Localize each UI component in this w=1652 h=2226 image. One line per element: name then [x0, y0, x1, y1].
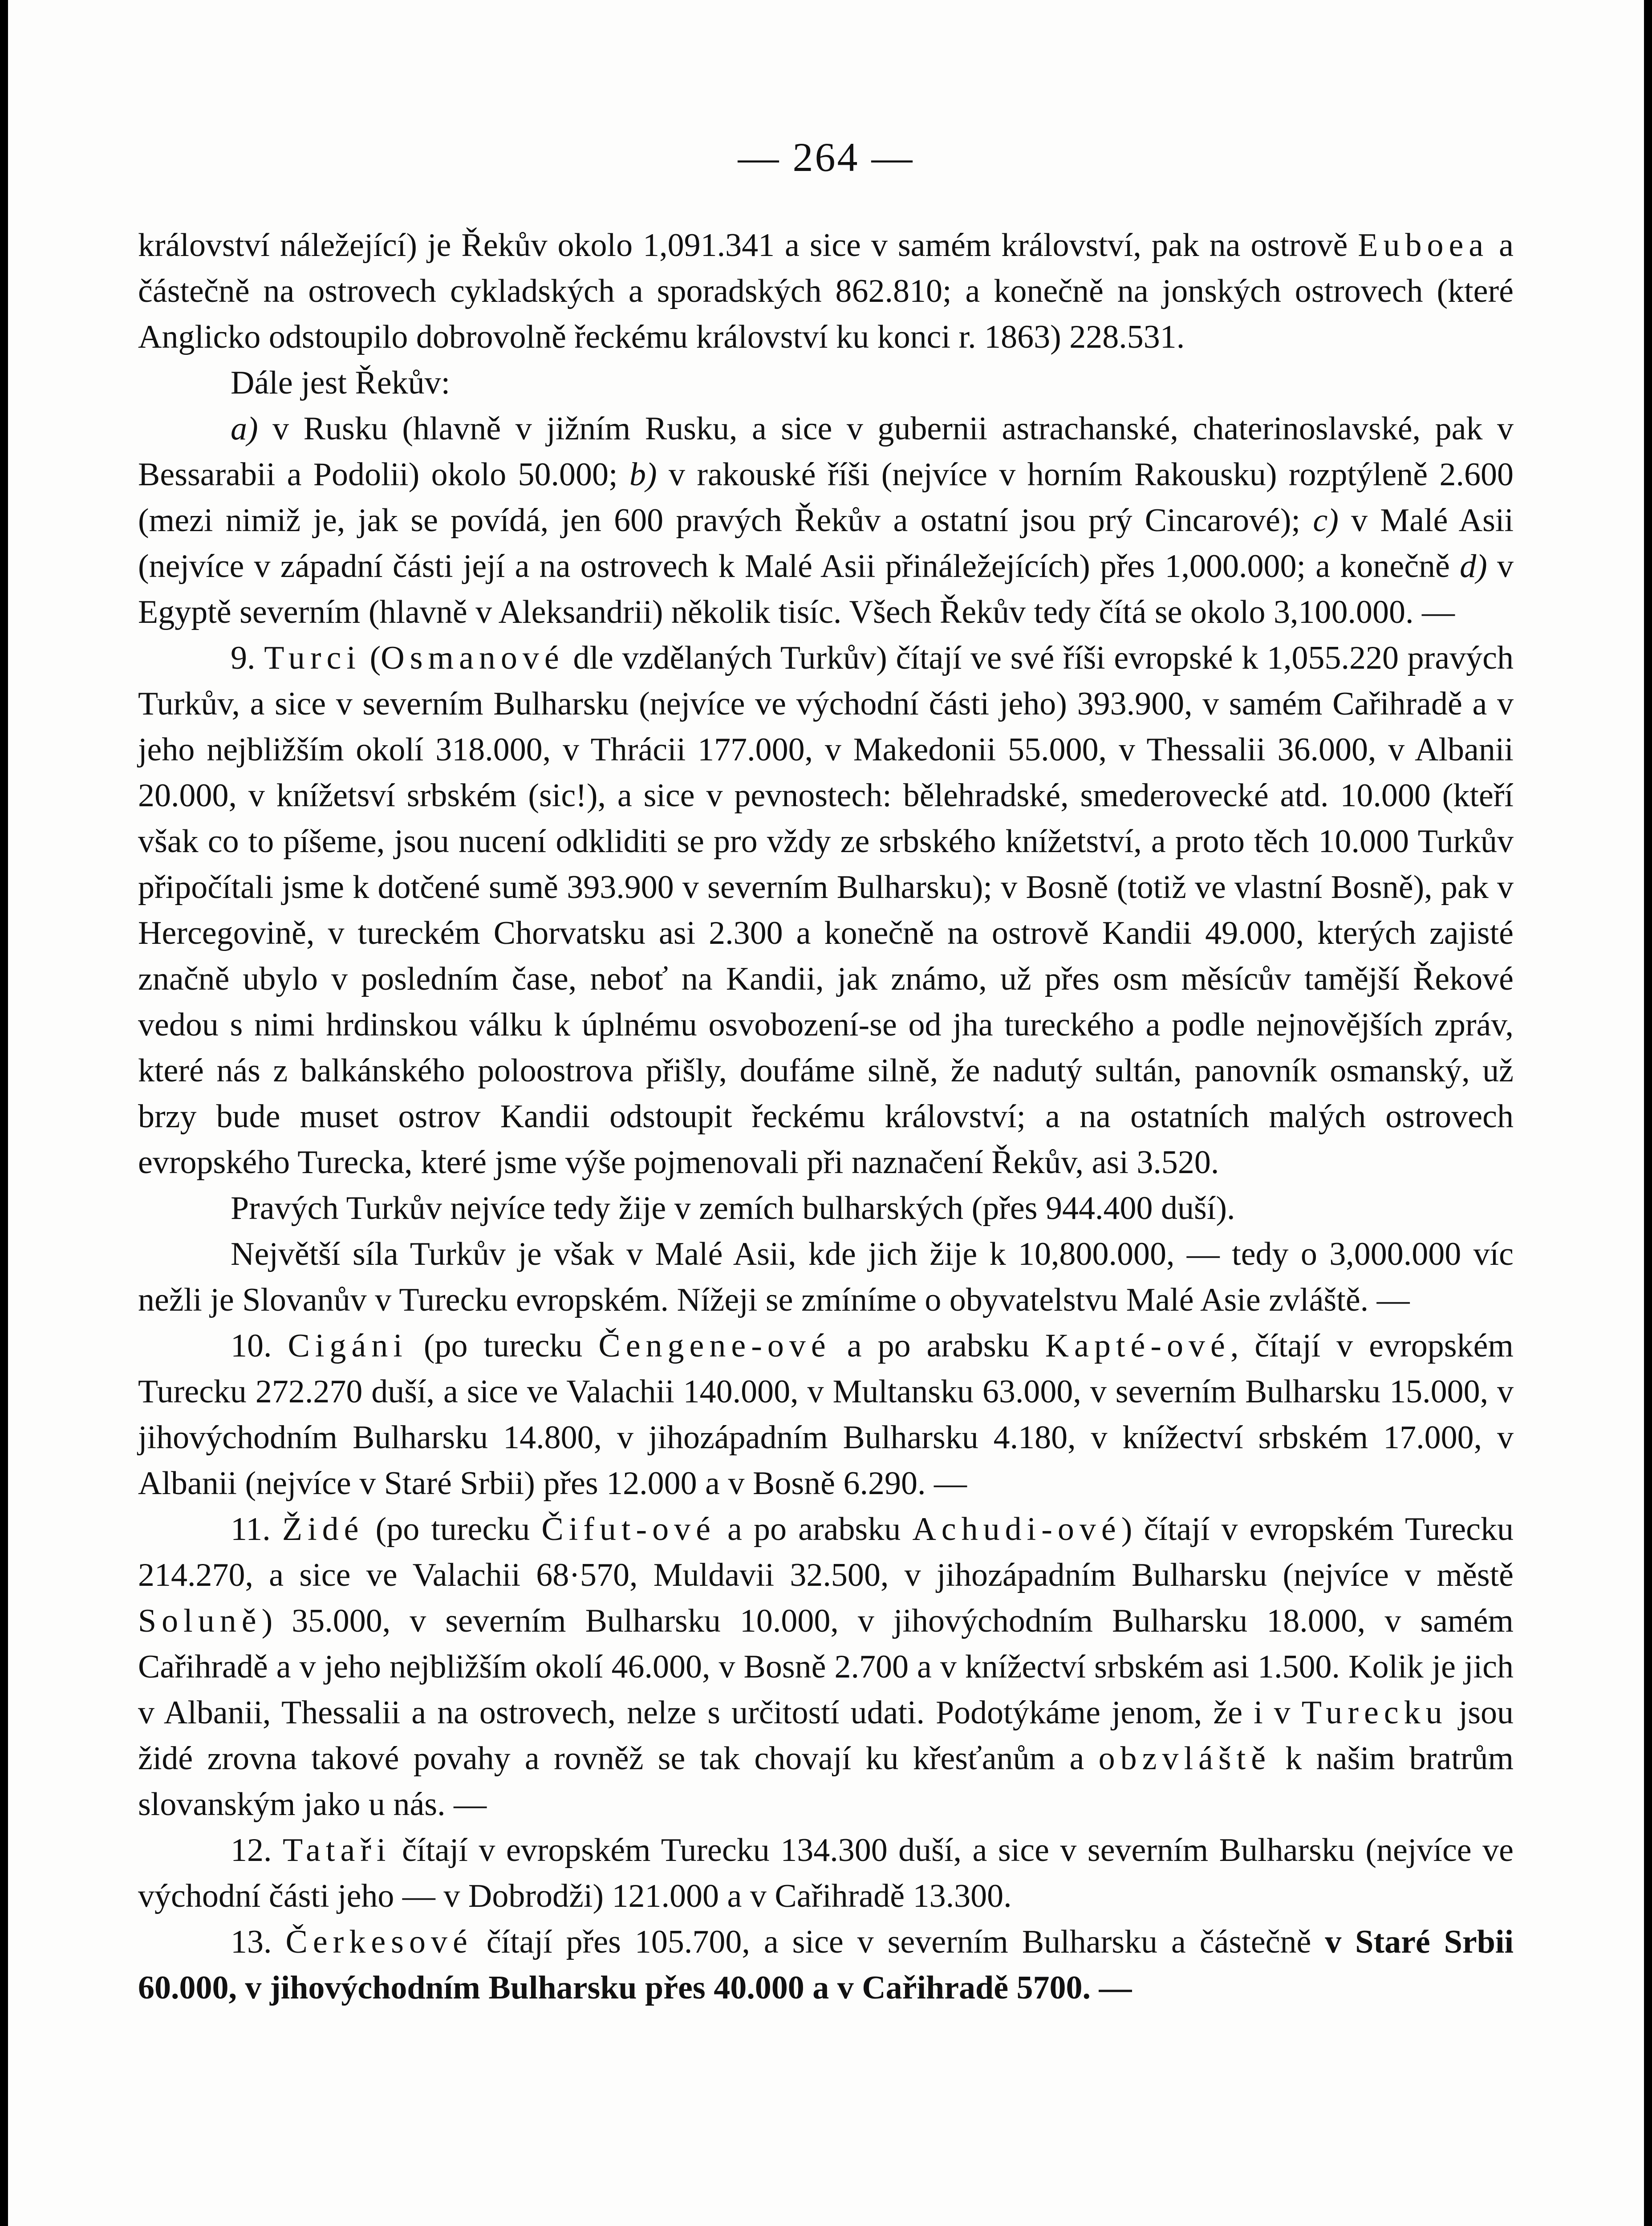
- paragraph-turks-asia-minor: Největší síla Turkův je však v Malé Asii, kde jich žije k 10,800.000, — tedy o 3,000.000 víc nežli je Slovanův v Turecku evropském. Nížeji se zmíníme o obyvatelstvu Malé Asie zvláště. —: [138, 1236, 1514, 1318]
- section-number: 10.: [231, 1328, 288, 1364]
- emphasis-cifut-ove: Čifut-ové: [541, 1511, 716, 1548]
- paragraph-tatars: [138, 1828, 1514, 1919]
- emphasis-cigani: Cigáni: [288, 1328, 408, 1364]
- text-run: království náležející) je Řekův okolo 1,091.341 a sice v samém království, pak na ostrově: [138, 227, 1358, 264]
- text-run: a po arabsku: [831, 1328, 1045, 1364]
- paragraph-greeks-intro: Dále jest Řekův:: [231, 365, 451, 401]
- list-marker-d: d): [1460, 548, 1487, 585]
- text-run: dle vzdělaných Turkův) čítají ve své říši evropské k 1,055.220 pravých Turkův, a sice v severním Bulharsku (nejvíce ve východní části jeho) 393.900, v samém Cařihradě a v jeho nejbližším okolí 318.000, v Thrácii 177.000, v Makedonii 55.000, v Thessalii 36.000, v Albanii 20.000, v knížetsví srbském (sic!), a sice v pevnostech: bělehradské, smederovecké atd. 10.000 (kteří však co to píšeme, jsou nucení odkliditi se pro vždy ze srbského knížetství, a proto těch 10.000 Turkův připočítali jsme k dotčené sumě 393.900 v severním Bulharsku); v Bosně (totiž ve vlastní Bosně), pak v Hercegovině, v tureckém Chorvatsku asi 2.300 a konečně na ostrově Kandii 49.000, kterých zajisté značně ubylo v posledním čase, neboť na Kandii, jak známo, už přes osm měsícův tamější Řekové vedou s nimi hrdinskou válku k úplnému osvobození-se od jha tureckého a podle nejnovějších zpráv, které nás z balkánského poloostrova přišly, doufáme silně, že nadutý sultán, panovník osmanský, už brzy bude muset ostrov Kandii odstoupit řeckému království; a na ostatních malých ostrovech evropského Turecka, které jsme výše pojmenovali při naznačení Řekův, asi 3.520.: [138, 640, 1514, 1181]
- paragraph-circassians: [138, 1919, 1514, 2011]
- text-run: a po arabsku: [715, 1511, 913, 1548]
- emphasis-achudi-ove: Achudi-ové: [912, 1511, 1121, 1548]
- text-run: (po turecku: [407, 1328, 599, 1364]
- text-run: a částečně na ostrovech cykladských a sporadských 862.810; a konečně na jonských ostrovech (které Anglicko odstoupilo dobrovolně řeckému království ku konci r. 1863) 228.531.: [138, 227, 1514, 355]
- paragraph-jews: [138, 1507, 1514, 1828]
- section-number: 9.: [231, 640, 264, 676]
- text-run: ) 35.000, v severním Bulharsku 10.000, v jihovýchodním Bulharsku 18.000, v samém Cařihradě a v jeho nejbližším okolí 46.000, v Bosně 2.700 a v knížectví srbském asi 1.500. Kolik je jich v Albanii, Thessalii a na ostrovech, nelze s určitostí udati. Podotýkáme jenom, že i v: [138, 1603, 1514, 1731]
- paragraph-turks-bulgaria: Pravých Turkův nejvíce tedy žije v zemích bulharských (přes 944.400 duší).: [231, 1190, 1235, 1227]
- section-number: 13.: [231, 1924, 286, 1960]
- text-run: v Rusku (hlavně v jižním Rusku, a sice v gubernii astrachanské, chaterinoslavské, pak v Bessarabii a Podolii) okolo 50.000;: [138, 410, 1514, 493]
- text-run: v Malé Asii (nejvíce v západní části její a na ostrovech k Malé Asii přináležejících) přes 1,000.000; a konečně: [138, 502, 1514, 585]
- text-run: , čítají v evropském Turecku 272.270 duší, a sice ve Valachii 140.000, v Multansku 63.000, v severním Bulharsku 15.000, v jihovýchodním Bulharsku 14.800, v jihozápadním Bulharsku 4.180, v knížectví srbském 17.000, v Albanii (nejvíce v Staré Srbii) přes 12.000 a v Bosně 6.290. —: [138, 1328, 1514, 1502]
- emphasis-tatari: Tataři: [283, 1832, 391, 1869]
- text-run: v rakouské říši (nejvíce v horním Rakousku) rozptýleně 2.600 (mezi nimiž je, jak se povídá, jen 600 pravých Řekův a ostatní jsou prý Cincarové);: [138, 456, 1514, 539]
- emphasis-euboea: Euboea: [1358, 227, 1489, 264]
- emphasis-turecku: Turecku: [1301, 1694, 1448, 1731]
- emphasis-osmanove: Osmanové: [381, 640, 564, 676]
- text-run: jsou židé zrovna takové povahy a rovněž se tak chovají ku křesťanům a: [138, 1694, 1514, 1777]
- book-page: [8, 0, 1644, 2226]
- text-run: v Egyptě severním (hlavně v Aleksandrii) několik tisíc. Všech Řekův tedy čítá se okolo 3,100.000. —: [138, 548, 1514, 630]
- emphasis-cengene-ove: Čengene-ové: [598, 1328, 831, 1364]
- text-run: čítají přes 105.700, a sice v severním Bulharsku a částečně: [472, 1924, 1325, 1960]
- section-number: 12.: [231, 1832, 283, 1869]
- page-number: — 264 —: [738, 134, 914, 180]
- emphasis-cerkesove: Čerkesové: [285, 1924, 473, 1960]
- emphasis-solune: Soluně: [138, 1603, 262, 1639]
- paragraph-turks: [138, 635, 1514, 1186]
- text-run: (: [361, 640, 381, 676]
- paragraph-greeks-abroad: [138, 406, 1514, 635]
- paragraph-greek-kingdom: [138, 223, 1514, 360]
- list-marker-a: a): [231, 410, 258, 447]
- list-marker-c: c): [1313, 502, 1339, 539]
- text-run: k našim bratrům slovanským jako u nás. —: [138, 1740, 1514, 1823]
- paragraph-gypsies: [138, 1323, 1514, 1507]
- emphasis-zide: Židé: [282, 1511, 364, 1548]
- emphasis-obzvlaste: obzvláště: [1098, 1740, 1271, 1777]
- section-number: 11.: [231, 1511, 282, 1548]
- emphasis-turci: Turci: [264, 640, 361, 676]
- text-run: ) čítají v evropském Turecku 214.270, a sice ve Valachii 68·570, Muldavii 32.500, v jihozápadním Bulharsku (nejvíce v městě: [138, 1511, 1514, 1593]
- text-run: (po turecku: [364, 1511, 542, 1548]
- list-marker-b: b): [629, 456, 657, 493]
- text-run: čítají v evropském Turecku 134.300 duší, a sice v severním Bulharsku (nejvíce ve východní části jeho — v Dobrodži) 121.000 a v Cařihradě 13.300.: [138, 1832, 1514, 1914]
- page-body: [138, 223, 1514, 2011]
- emphasis-kapte-ove: Kapté-ové: [1045, 1328, 1230, 1364]
- text-run-bold: v Staré Srbii 60.000, v jihovýchodním Bulharsku přes 40.000 a v Cařihradě 5700. —: [138, 1924, 1514, 2006]
